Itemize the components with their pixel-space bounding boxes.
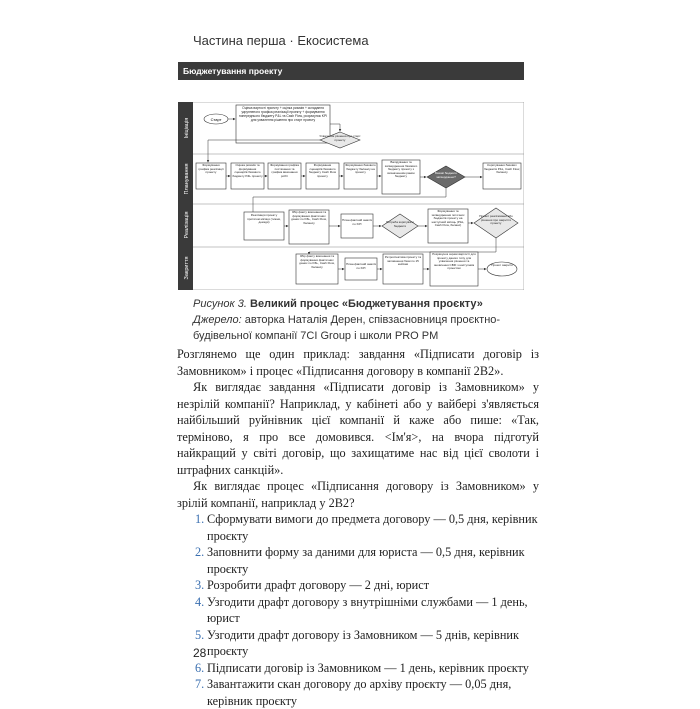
planning-box-3: Формування графіка постачання та графіка виконання робіт: [270, 164, 299, 178]
paragraph-2: Як виглядає завдання «Підписати договір із Замовником» у незрілій компанії? Наприклад, у кабінеті або у вайбері з'являється найбільший руйнівник цієї компанії й каже або пише: «Так, терміново, я про все домовився. <Ім'я>, на вчора підготуй найкращий у світі договір, що захищатиме нас від цієї сволоти і штрафних санкцій».: [177, 380, 539, 477]
page-number: 28: [193, 646, 207, 660]
list-item: 3. Розробити драфт договору — 2 дні, юрист: [195, 578, 430, 592]
list-item: 5. Узгодити драфт договору із Замовником — 5 днів, керівник проєкту: [195, 627, 519, 658]
planning-box-5: Формування базового бюджету балансу на проекту: [345, 164, 376, 175]
paragraph-3: Як виглядає процес «Підписання договору із Замовником» у зрілій компанії, наприклад у 2B2?: [177, 479, 539, 510]
closing-box-1: Збір факту виконання та формування фактичних даних по P&L, Cash Flow, балансу: [299, 255, 335, 269]
lane-label-initiation: Ініціація: [184, 117, 190, 139]
figure-caption: [193, 296, 553, 344]
planning-box-1: Формування графіка реалізації проекту: [198, 164, 224, 175]
list-item: 4. Узгодити драфт договору з внутрішніми службами — 1 день, юрист: [195, 594, 528, 625]
closing-box-4: Розрахунок оцінки вартості для проекту даного типу для ухвалення рішення та оновлення CBFI з наступним проектом: [432, 253, 476, 271]
lane-label-planning: Планування: [184, 163, 190, 195]
planning-box-2: Оцінка ризиків та формування сценаріїв базового бюджету P&L проекту: [232, 164, 263, 178]
execution-box-1: Реалізація проекту протягом місяця (тижня, декади): [247, 214, 281, 225]
closing-box-3: Ретроспектива проекту та заповнення бази по 15 кейсам: [384, 256, 422, 267]
list-item: 2. Заповнити форму за даними для юриста — 0,5 дня, керівник проєкту: [195, 545, 525, 576]
running-header: Частина перша · Екосистема: [193, 33, 369, 48]
end-label: Проект закрито: [491, 264, 513, 267]
closing-box-2: План-фактний аналіз по KPI: [346, 263, 376, 270]
caption-source-label: Джерело:: [193, 314, 242, 326]
execution-decision-2-text: Проект реалізовано або рішення про закриття проекту: [479, 215, 513, 226]
planning-box-7: Коригування базових бюджетів P&L, Cash Flow, балансу: [484, 164, 520, 175]
execution-box-3: План-фактний аналіз по KPI: [342, 219, 372, 226]
lane-labels: [178, 102, 193, 290]
init-task-text: Оцінка вартості проекту + оцінка ризиків + складання укрупненого графіка реалізації проекту + формування попереднього бюджету P&L та Cash Flow, розрахунок KPI для ухвалення рішення про старт проекту: [238, 106, 328, 122]
lane-label-closing: Закриття: [184, 256, 190, 280]
list-item: 1. Сформувати вимоги до предмета договору — 0,5 дня, керівник проєкту: [195, 512, 538, 543]
init-decision-text: Ухвалення рішення про старт проекту: [319, 135, 361, 142]
steps-list: [177, 511, 539, 709]
list-item: 7. Завантажити скан договору до архіву проєкту — 0,05 дня, керівник проєкту: [195, 677, 512, 708]
planning-decision-text: Базові бюджети затверджено?: [435, 172, 457, 179]
execution-decision-text: Потреба коригувати бюджети: [386, 221, 414, 228]
execution-box-4: Формування та затвердження поточних бюджетів проекту на наступний місяць (P&L, Cash Flow, баланс): [431, 210, 465, 228]
lane-label-execution: Реалізація: [184, 211, 190, 239]
paragraph-1: Розглянемо ще один приклад: завдання «Підписати договір із Замовником» і процес «Підписання договору в компанії 2B2».: [177, 347, 539, 378]
planning-box-4: Формування сценаріїв базового бюджету Cash Flow проекту: [308, 164, 337, 178]
body-text: [177, 346, 539, 709]
swimlane-diagram: [178, 102, 524, 290]
caption-source-text: авторка Наталія Дерен, співзасновниця проєктно-будівельної компанії 7CI Group і школи PRO PM: [193, 314, 501, 342]
start-label: Старт: [210, 117, 222, 122]
execution-box-2: Збір факту виконання та формування фактичних даних по P&L, Cash Flow, балансу: [291, 211, 327, 225]
figure-title: Бюджетування проекту: [178, 62, 524, 80]
planning-box-6: Валідування та затвердження базового бюджету проекту з визначенням рамок бюджету: [384, 161, 418, 179]
process-figure: [178, 62, 524, 290]
caption-label: Рисунок 3.: [193, 298, 247, 310]
list-item: 6. Підписати договір із Замовником — 1 день, керівник проєкту: [195, 660, 529, 675]
caption-title: Великий процес «Бюджетування проєкту»: [250, 298, 483, 310]
